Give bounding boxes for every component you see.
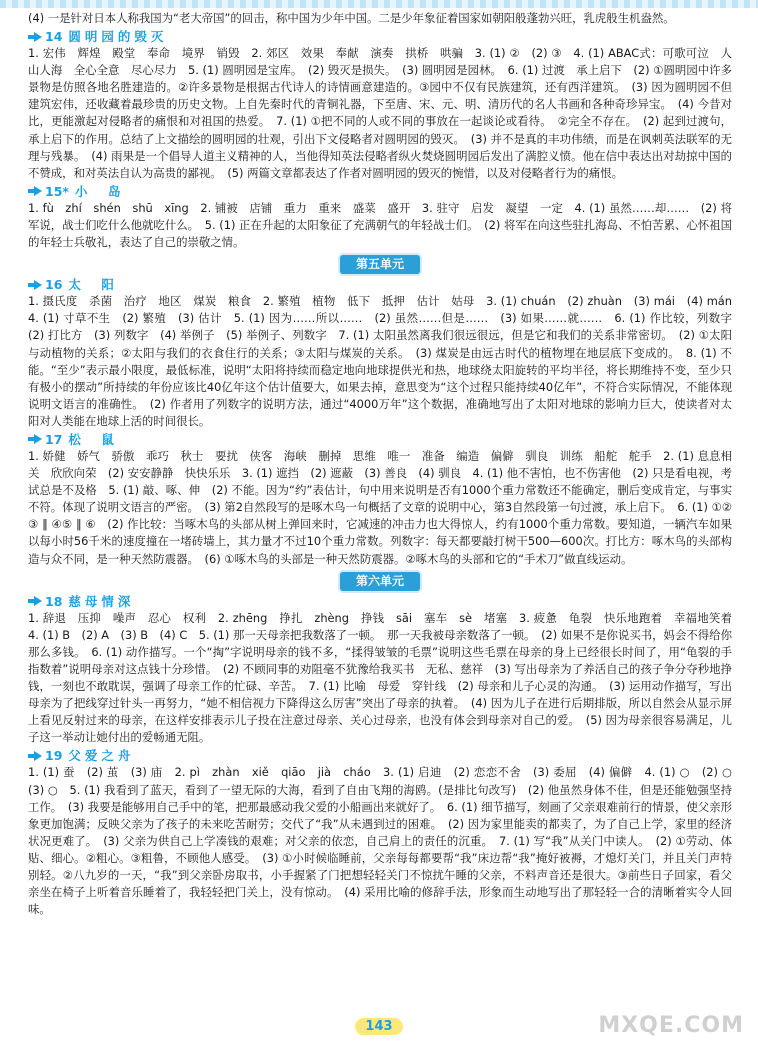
unit-banner-6 — [28, 572, 732, 591]
unit-title: 第五单元 — [340, 255, 420, 274]
section-answers: 1. 摄氏度 杀菌 治疗 地区 煤炭 粮食 2. 繁殖 植物 低下 抵押 估计 姑母 3. (1) chuán (2) zhuàn (3) mái (4) mán 4. (1) 寸草不生 (2) 繁殖 (3) 估计 5. (1) 因为……所以…… (2) 虽然……但是…… (3) 如果……就…… 6. (1) 作比较，列数字 (2) 打比方 (3) 列数字 (4) 举例子 (5) 举例子、列数字 7. (1) 太阳虽然离我们很远很远，但是它和我们的关系非常密切。 (2) ①太阳与动植物的关系；②太阳与我们的衣食住行的关系；③太阳与煤炭的关系。 (3) 煤炭是由远古时代的植物埋在地层底下变成的。 8. (1) 不能。“至少”表示最小限度，最低标准，说明“太阳将持续而稳定地向地球提供光和热，地球绕太阳旋转的平均半径，将长期维持不变，至少只有极小的摆动”所持续的年份应该比40亿年这个估计值要大，如果去掉，意思变为“这个过程只能持续40亿年”，不符合实际情况，不能体现说明文语言的准确性。 (2) 作者用了列数字的说明方法，通过“4000万年”这个数据，准确地写出了太阳对地球的影响力巨大，使读者对太阳对人类能在地球上活的时间很长。 — [28, 294, 744, 428]
section-number: 16 — [45, 277, 63, 293]
section-title: 父爱之舟 — [68, 748, 135, 764]
answer-page — [28, 10, 744, 1010]
section-15 — [28, 183, 732, 251]
intro-paragraph: (4) 一是针对日本人称我国为“老大帝国”的回击，称中国为少年中国。二是少年象征着国家如朝阳般蓬勃兴旺，乳虎般生机盎然。 — [28, 11, 675, 25]
watermark-logo: MXQE.COM — [598, 1013, 744, 1038]
section-title: 小 岛 — [74, 183, 125, 199]
section-16 — [28, 276, 744, 430]
section-title: 太 阳 — [68, 277, 118, 293]
section-answers: 1. (1) 蚕 (2) 茧 (3) 庙 2. pì zhàn xiě qiāo jià cháo 3. (1) 启迪 (2) 恋恋不舍 (3) 委屈 (4) 偏僻 4. (1) ○ (2) ○ (3) ○ 5. (1) 我看到了蓝天，看到了一望无际的大海，看到了自由飞翔的海鸥。(是排比句改写) (2) 他虽然身体不佳，但是还能勉强坚持工作。 (3) 我要是能够用自己手中的笔，把那最感动我父爱的小船画出来就好了。 6. (1) 细节描写，刻画了父亲艰难前行的情景，使父亲形象更加饱满；反映父亲为了孩子的未来吃苦耐劳；交代了“我”从未遇到过的困难。 (2) 因为家里能卖的都卖了，为了自己上学，家里的经济状况更难了。 (3) 父亲为供自己上学凑钱的艰难；对父亲的依恋，自己肩上的责任的沉重。 7. (1) 写“我”从关门中读人。 (2) ①劳动、体贴、细心。②粗心。③粗鲁，不顾他人感受。 (3) ①小时候临睡前，父亲每每都要帮“我”床边帮“我”掩好被褥，才熄灯关门，并且关门声特别轻。②八九岁的一天，“我”到父亲卧房取书，小手握紧了门把想轻轻关门不惊扰午睡的父亲，不料声音还是很大。③前些日子回家，看父亲坐在椅子上听着音乐睡着了，我轻轻把门关上，没有惊动。 (4) 采用比喻的修辞手法，形象而生动地写出了那轻轻一合的清晰着实令人回味。 — [28, 765, 744, 917]
unit-banner-5 — [28, 255, 732, 274]
section-answers: 1. 宏伟 辉煌 殿堂 奉命 境界 销毁 2. 郊区 效果 奉献 演奏 拱桥 哄骗 3. (1) ② (2) ③ 4. (1) ABAC式：可歌可泣 人山人海 全心全意 尽心尽力 5. (1) 圆明园是宝库。 (2) 毁灭是损失。 (3) 圆明园是园林。 6. (1) 过渡 承上启下 (2) ①圆明园中许多景物是仿照各地名胜建造的。②许多景物是根据古代诗人的诗情画意建造的。③园中不仅有民族建筑，还有西洋建筑。 (3) 因为圆明园不但建筑宏伟，还收藏着最珍贵的历史文物。上自先秦时代的青铜礼器，下至唐、宋、元、明、清历代的名人书画和各种奇珍异宝。 (4) 今昔对比，更能激起对侵略者的痛恨和对祖国的热爱。 7. (1) ①把不同的人或不同的事放在一起谈论或看待。 ②完全不存在。 (2) 起到过渡句，承上启下的作用。总结了上文描绘的圆明园的壮观，引出下文侵略者对圆明园的毁灭。 (3) 并不是真的丰功伟绩，而是在讽刺英法联军的无理与残暴。 (4) 雨果是一个倡导人道主义精神的人，当他得知英法侵略者纵火焚烧圆明园后发出了满腔义愤。他在信中表达出对劫掠中国的不赞成，和对英法自认为高贵的鄙视。 (5) 两篇文章都表达了作者对圆明园的毁灭的惋惜，以及对侵略者行为的痛恨。 — [28, 46, 732, 180]
section-title: 松 鼠 — [68, 431, 118, 447]
section-number: 19 — [45, 748, 63, 764]
section-answers: 1. fù zhí shén shū xīng 2. 铺被 店铺 重力 重来 盛菜 盛开 3. 驻守 启发 凝望 一定 4. (1) 虽然……却…… (2) 将军说，战士们吃什么他就吃什么。 5. (1) 正在升起的太阳象征了充满朝气的年轻战士们。 (2) 将军在向这些驻扎海岛、不怕苦累、心怀祖国的年轻士兵敬礼，表达了自己的崇敬之情。 — [28, 200, 732, 250]
section-title: 圆明园的毁灭 — [68, 29, 168, 45]
section-18 — [28, 593, 744, 747]
section-heading — [28, 183, 732, 200]
arrow-icon — [34, 434, 42, 444]
section-heading — [28, 431, 732, 448]
arrow-icon — [34, 751, 42, 761]
section-heading — [28, 593, 732, 610]
unit-title: 第六单元 — [340, 572, 420, 591]
page-number: 143 — [355, 1018, 402, 1035]
section-title: 慈母情深 — [68, 593, 135, 609]
section-heading — [28, 28, 732, 45]
section-number: 15* — [45, 183, 69, 199]
section-number: 18 — [45, 593, 63, 609]
top-decorative-band — [0, 0, 758, 8]
arrow-icon — [34, 32, 42, 42]
section-19 — [28, 747, 744, 918]
section-number: 17 — [45, 431, 63, 447]
section-heading — [28, 276, 732, 293]
arrow-icon — [34, 280, 42, 290]
section-heading — [28, 747, 732, 764]
arrow-icon — [34, 186, 42, 196]
arrow-icon — [34, 596, 42, 606]
section-17 — [28, 431, 732, 568]
section-answers: 1. 辞退 压抑 噪声 忍心 权利 2. zhēng 挣扎 zhèng 挣钱 sāi 塞车 sè 堵塞 3. 疲惫 龟裂 快乐地跑着 幸福地笑着 4. (1) B (2) A (3) B (4) C 5. (1) 那一天母亲把我数落了一顿。 那一天我被母亲数落了一顿。 (2) 如果不是你说买书，妈会不得给你那么多钱。 6. (1) 动作描写。一个“掏”字说明母亲的钱不多，“揉得皱皱的毛票”说明这些毛票在母亲的身上已经很长时间了，用“龟裂的手指数着”说明母亲对这点钱十分珍惜。 (2) 不顾同事的劝阻毫不犹豫给我买书 无私、慈祥 (3) 写出母亲为了养活自己的孩子争分夺秒地挣钱，一刻也不敢耽误，强调了母亲工作的忙碌、辛苦。 7. (1) 比喻 母爱 穿针线 (2) 母亲和儿子心灵的沟通。 (3) 运用动作描写，写出母亲为了把线穿过针头一再努力，“她不相信视力下降得这么厉害”突出了母亲的执着。 (4) 因为儿子在进行后期排版，所以自然会从显示屏上看见反射过来的母亲，在这样安排表示儿子投在注意过母亲、关心过母亲，也没有体会到母亲对自己的爱。 (5) 因为母亲很容易满足，儿子这一举动让她付出的爱畅通无阻。 — [28, 610, 744, 745]
section-number: 14 — [45, 29, 63, 45]
section-14 — [28, 28, 732, 182]
section-answers: 1. 娇健 娇气 骄傲 乖巧 秋士 要扰 侠客 海峡 删掉 思维 唯一 准备 编造 偏僻 驯良 训练 船舵 舵手 2. (1) 息息相关 欣欣向荣 (2) 安安静静 快快乐乐 3. (1) 遮挡 (2) 遮蔽 (3) 善良 (4) 驯良 4. (1) 他不害怕，也不伤害他 (2) 只是看电视，考试总是不及格 5. (1) 敲、啄、伸 (2) 不能。因为“约”表估计，句中用来说明是否有1000个重力常数还不能确定，删后变成肯定，与事实不符。体现了说明文语言的严密。 (3) 第2自然段写的是啄木鸟一句概括了文章的说明中心，第3自然段第一句过渡，承上启下。 6. (1) ①②③ ‖ ④⑤ ‖ ⑥ (2) 作比较：当啄木鸟的头部从树上弹回来时，它减速的冲击力也大得惊人，约有1000个重力常数。要知道，一辆汽车如果以每小时56千米的速度撞在一堵砖墙上，其力量才不过10个重力常数。列数字：每天都要敲打树干500—600次。打比方：啄木鸟的头部构造与众不同，是一种天然防震器。 (6) ①啄木鸟的头部是一种天然防震器。②啄木鸟的头部和它的“手术刀”做直线运动。 — [28, 448, 733, 566]
